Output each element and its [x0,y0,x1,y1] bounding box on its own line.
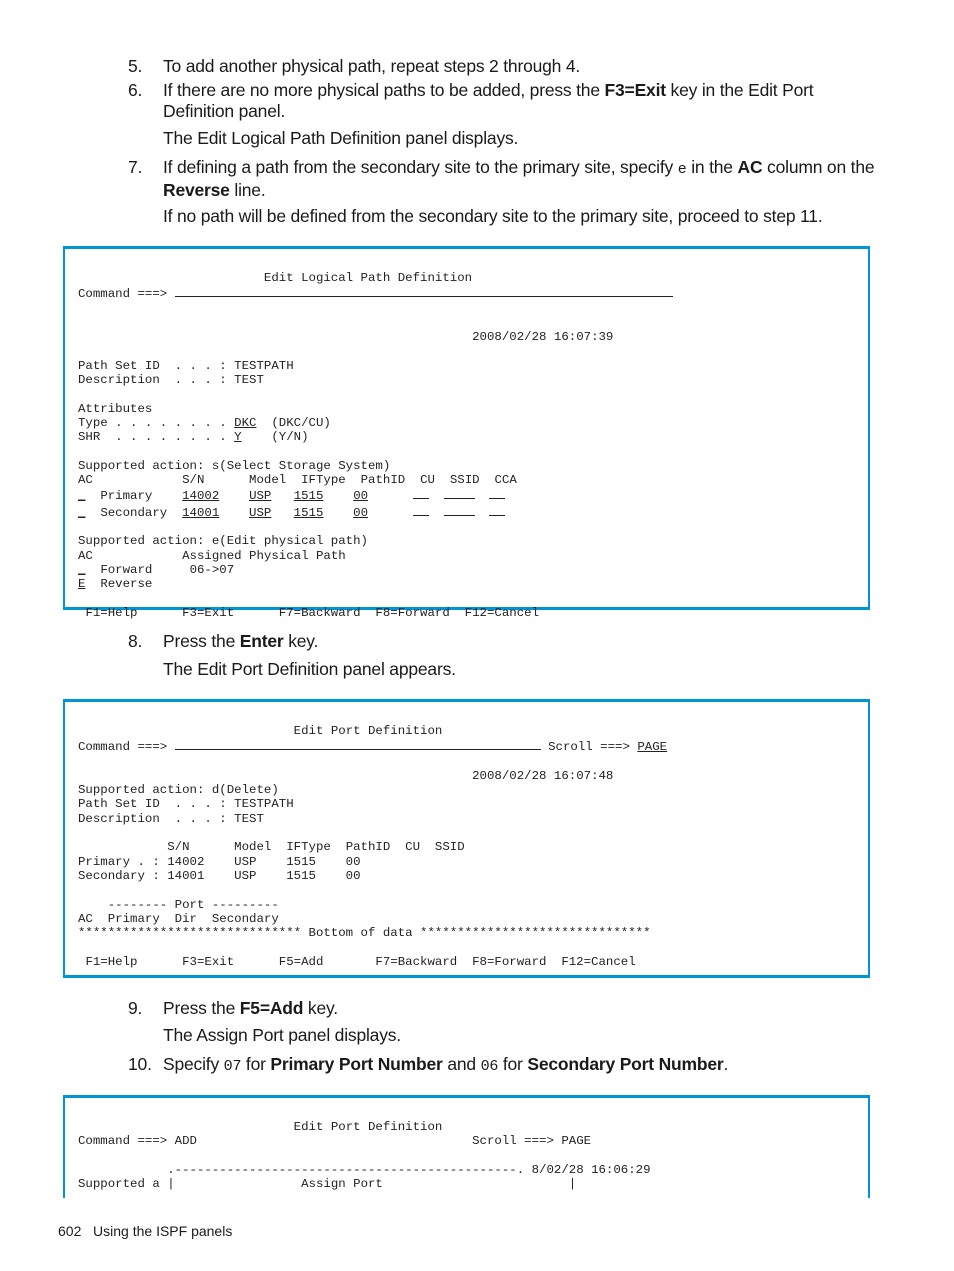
attributes-label: Attributes [78,401,153,416]
table-row: Secondary : 14001 USP 1515 00 [78,868,361,883]
shr-field[interactable]: Y [234,430,242,445]
step-number: 8. [128,631,143,651]
step-text: To add another physical path, repeat steps 2 through 4. [163,56,581,76]
iftype-field[interactable]: 1515 [293,489,324,504]
path-set-id-label: Path Set ID . . . : [78,358,227,373]
port-header: -------- Port --------- [107,897,279,912]
ac-field[interactable]: _ [78,489,86,504]
panel-title: Edit Logical Path Definition [263,271,473,285]
ssid-field[interactable] [444,487,475,499]
step-6-note: The Edit Logical Path Definition panel displays. [163,128,519,148]
ac-field[interactable]: _ [78,505,86,520]
function-keys[interactable]: F1=Help F3=Exit F5=Add F7=Backward F8=Forward F12=Cancel [85,954,636,969]
command-input[interactable] [175,285,673,297]
sn-field[interactable]: 14002 [182,489,220,504]
command-line[interactable]: Command ===> ADD [78,1134,197,1149]
timestamp: 2008/02/28 16:07:39 [472,330,614,345]
step-number: 5. [128,56,143,76]
step-text: Press the F5=Add key. [163,998,338,1018]
ac-field[interactable]: _ [78,562,86,577]
panel-title: Edit Port Definition [293,724,443,738]
step-number: 6. [128,80,143,100]
page-number: 602 [58,1223,82,1239]
terminal-screen [78,724,667,969]
cca-field[interactable] [489,504,505,516]
timestamp: 2008/02/28 16:07:48 [472,768,614,783]
scroll-field[interactable]: PAGE [637,740,668,755]
supported-action-edit: Supported action: e(Edit physical path) [78,534,368,549]
step-text: If there are no more physical paths to be added, press the F3=Exit key in the Edit Port Definition panel. [163,80,814,121]
step-text: Press the Enter key. [163,631,319,651]
step-7-note: If no path will be defined from the secondary site to the primary site, proceed to step 11. [163,206,823,226]
type-field[interactable]: DKC [234,415,257,430]
ac-field[interactable]: E [78,577,86,592]
scroll-label: Scroll ===> [548,740,630,755]
step-number: 9. [128,998,143,1018]
panel-title: Edit Port Definition [293,1120,443,1134]
description-label: Description . . . : [78,373,227,388]
path-set-id-value: TESTPATH [234,797,294,812]
step-text: Specify 07 for Primary Port Number and 06 for Secondary Port Number. [163,1054,729,1075]
edit-logical-path-panel [63,246,870,620]
cu-field[interactable] [413,487,429,499]
cu-field[interactable] [413,504,429,516]
popup-top-border: .----------------------------------------------. 8/02/28 16:06:29 [167,1162,651,1177]
shr-hint: (Y/N) [271,430,309,445]
iftype-field[interactable]: 1515 [293,505,324,520]
terminal-screen: Edit Logical Path Definition Command ===> 2008/02/28 16:07:39 Path Set ID . . . : TESTPATH Description . . . : TEST Attributes Type . . . . . . . . DKC (DKC/CU) SHR . . . . . . . . Y (Y/N) Supported action: s(Select Storage System) AC S/N Model IFType PathID CU SSID CCA _ Primary 14002 USP 1515 00 _ Secondary 14001 USP 1515 00 Supported action: e(Edit physical path) AC Assigned Physical Path _ Forward 06->07 E Reverse F1=Help F3=Exit F7=Backward F8=Forward F12=Cancel [78,271,673,620]
step-number: 10. [128,1054,152,1074]
path-set-id-label: Path Set ID . . . : [78,797,227,812]
port-columns: AC Primary Dir Secondary [78,911,279,926]
type-hint: (DKC/CU) [271,415,331,430]
ssid-field[interactable] [444,504,475,516]
command-label: Command ===> [78,287,168,302]
description-label: Description . . . : [78,811,227,826]
command-input[interactable] [175,738,541,750]
table-header: S/N Model IFType PathID CU SSID [167,840,465,855]
assign-port-title: Assign Port [301,1177,383,1192]
popup-right-border: | [568,1177,577,1192]
description-value: TEST [234,811,264,826]
path-set-id-value: TESTPATH [234,358,294,373]
shr-label: SHR . . . . . . . . [78,430,227,445]
supported-action-partial: Supported a | [78,1177,175,1192]
terminal-screen [78,1120,651,1191]
assign-port-panel [63,1095,870,1198]
step-number: 7. [128,157,143,177]
model-field[interactable]: USP [249,489,272,504]
edit-port-definition-panel [63,699,870,978]
sn-field[interactable]: 14001 [182,505,220,520]
bottom-of-data: ****************************** Bottom of data ******************************* [78,926,651,941]
command-label: Command ===> [78,740,168,755]
model-field[interactable]: USP [249,505,272,520]
step-text: If defining a path from the secondary site to the primary site, specify e in the AC column on the Reverse line. [163,157,875,200]
description-value: TEST [234,373,264,388]
cca-field[interactable] [489,487,505,499]
supported-action-select: Supported action: s(Select Storage System) [78,458,391,473]
pathid-field[interactable]: 00 [353,489,369,504]
pathid-field[interactable]: 00 [353,505,369,520]
section-title: Using the ISPF panels [93,1223,233,1239]
step-8-note: The Edit Port Definition panel appears. [163,659,456,679]
page-footer [58,1223,232,1239]
type-label: Type . . . . . . . . [78,415,227,430]
step-9-note: The Assign Port panel displays. [163,1025,401,1045]
function-keys[interactable]: F1=Help F3=Exit F7=Backward F8=Forward F12=Cancel [85,605,540,620]
table-row: Primary . : 14002 USP 1515 00 [78,854,361,869]
supported-action-delete: Supported action: d(Delete) [78,783,279,798]
scroll-field[interactable]: Scroll ===> PAGE [472,1134,592,1149]
